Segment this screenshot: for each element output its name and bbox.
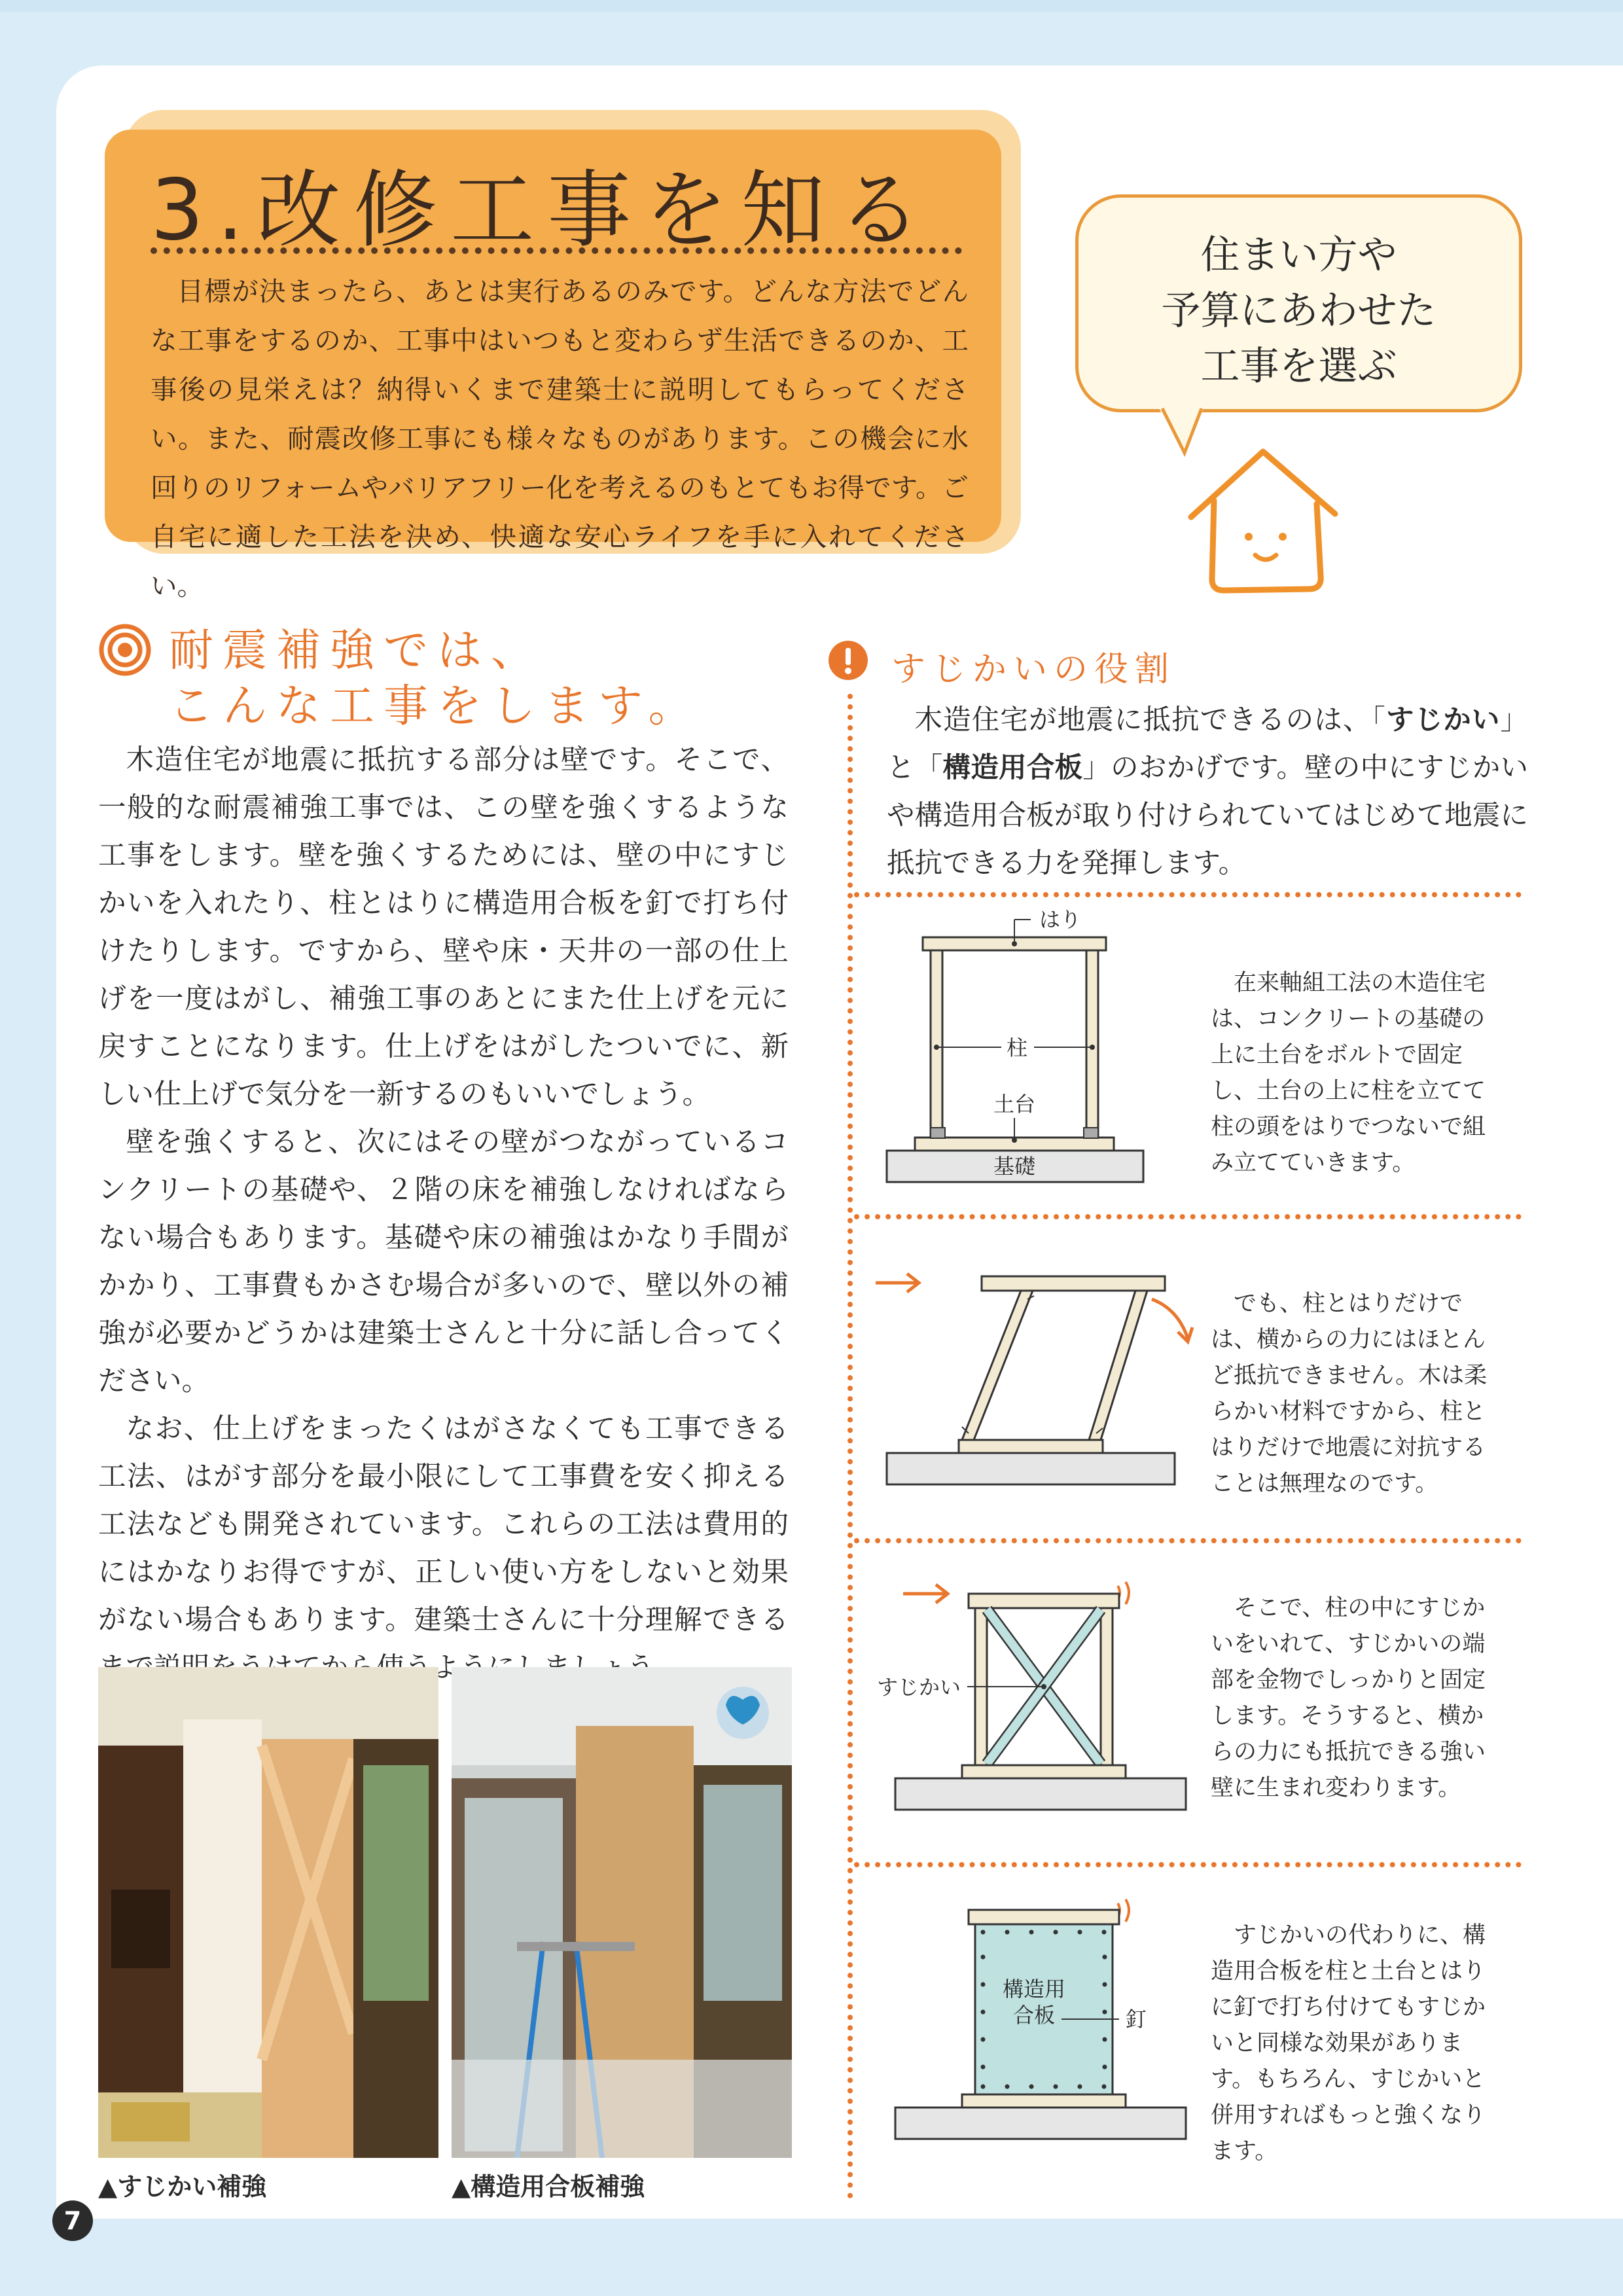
top-strip (0, 0, 1623, 12)
nail-dot (1103, 1955, 1107, 1960)
bubble-line-2: 予算にあわせた (1161, 288, 1436, 334)
diagram-plywood (870, 1885, 1198, 2160)
photo-caption-bracing: ▲すじかい補強 (98, 2172, 267, 2201)
nail-dot (1054, 2085, 1058, 2089)
nail-dot (981, 2065, 986, 2070)
nail-dot (981, 1955, 986, 1960)
nail-dot (1102, 1930, 1107, 1935)
header-intro: 目標が決まったら、あとは実行あるのみです。どんな方法でどんな工事をするのか、工事中はいつもと変わらず生活できるのか、工事後の見栄えは？納得いくまで建築士に説明してもらってください。また、耐震改修工事にも様々なものがあります。この機会に水回りのリフォームやバリアフリー化を考えるのもとてもお得です。ご自宅に適した工法を決め、快適な安心ライフを手に入れてください。 (151, 276, 969, 601)
speech-bubble (1075, 194, 1522, 412)
intro-text-a: 木造住宅が地震に抵抗できるのは、「 (914, 704, 1386, 736)
left-paragraph-3: なお、仕上げをまったくはがさなくても工事できる工法、はがす部分を最小限にして工事費を安く抑える工法なども開発されています。これらの工法は費用的にはかなりお得ですが、正しい使い方をしないと効果がない場合もあります。建築士さんに十分理解できる よ (98, 1413, 789, 1684)
nail-dot (981, 1982, 986, 1987)
left-paragraph-1: 木造住宅が地震に抵抗する部分は壁です。そこで、一般的な耐震補強工事では、この壁を強くするような工事をします。壁を強くするためには、壁の中にすじかいを入れたり、柱とはりに構造用合板を釘で打ち付けたりします。ですから、壁や床・天井の一部の仕上げを一度はがし、補強工事のあとにまた仕上げを元に戻すことになります。仕上げをはがしたついでに、新しい仕上げで気分を一新するのもいいでしょう。 (98, 744, 789, 1111)
nail-dot (981, 2085, 986, 2089)
diagram-frame (870, 903, 1171, 1191)
label-plywood-1: 構造用 (1002, 1977, 1066, 2001)
dotted-separator-4 (854, 1862, 1522, 1867)
nail-dot (1103, 1982, 1107, 1987)
diagram-deformed (870, 1244, 1198, 1518)
label-sujikai: すじかい (877, 1675, 961, 1700)
nail-dot (981, 2010, 986, 2015)
nail-dot (1054, 1930, 1058, 1935)
exclamation-icon (828, 640, 868, 681)
label-kiso: 基礎 (993, 1154, 1036, 1179)
bubble-line-1: 住まい方や (1200, 232, 1397, 278)
nail-dot (1078, 1930, 1082, 1935)
label-hari: はり (1039, 907, 1082, 932)
nail-dot (1005, 1930, 1010, 1935)
label-hashira: 柱 (1007, 1035, 1028, 1060)
house-mascot-icon (1178, 439, 1361, 602)
header-divider (151, 247, 962, 254)
page-title: 3.改修工事を知る (151, 162, 935, 259)
nail-dot (1029, 2085, 1034, 2089)
nail-dot (981, 1930, 986, 1935)
photo-bracing (98, 1667, 438, 2158)
page-number: 7 (52, 2200, 93, 2241)
dotted-separator-1 (854, 892, 1522, 897)
left-body (98, 736, 789, 1692)
diagram-deformed-text: でも、柱とはりだけでは、横からの力にはほとんど抵抗できません。木は柔らかい材料ですから、柱とはりだけで地震に対抗することは無理なのです。 (1211, 1291, 1488, 1497)
bubble-line-3: 工事を選ぶ (1200, 344, 1397, 389)
label-kugi: 釘 (1126, 2007, 1147, 2032)
nail-dot (1005, 2085, 1010, 2089)
dotted-separator-2 (854, 1214, 1522, 1219)
nail-dot (1103, 2010, 1107, 2015)
nail-dot (1029, 1930, 1034, 1935)
diagram-brace-text: そこで、柱の中にすじかいをいれて、すじかいの端部を金物でしっかりと固定します。そうすると、横からの力にも抵抗できる強い壁に生まれ変わります。 (1211, 1595, 1486, 1801)
nail-dot (1102, 2085, 1107, 2089)
intro-keyword-bracing: すじかい (1385, 704, 1501, 736)
intro-text-c: 」と「 (887, 704, 1528, 784)
section-title-line-2: こんな工事をします。 (169, 681, 702, 732)
nail-dot (1103, 2065, 1107, 2070)
left-paragraph-2: 壁を強くすると、次にはその壁がつながっているコンクリートの基礎や、２階の床を補強しなければならない場合もあります。基礎や床の補強はかなり手間がかかり、工事費もかさむ場合が多いので、壁以外の補強が必要かどうかは建築士さんと十分に話し合ってください。 (98, 1126, 789, 1397)
intro-keyword-plywood: 構造用合板 (942, 752, 1083, 784)
diagram-brace (870, 1561, 1198, 1836)
target-icon (98, 623, 152, 677)
photo-caption-plywood: ▲構造用合板補強 (452, 2172, 645, 2201)
diagram-frame-text: 在来軸組工法の木造住宅は、コンクリートの基礎の上に土台をボルトで固定し、土台の上に柱を立てて柱の頭をはりでつないで組み立てていきます。 (1211, 970, 1486, 1176)
bracing-role-title: すじかいの役割 (891, 650, 1176, 689)
label-plywood-2: 合板 (1012, 2003, 1056, 2028)
photo-plywood (452, 1667, 792, 2158)
header-box (105, 130, 1001, 601)
label-dodai: 土台 (993, 1092, 1036, 1117)
nail-dot (1103, 2037, 1107, 2042)
intro-text-e: 」のおかげです。壁の中にすじかいや構造用合板が取り付けられていてはじめて地震に抵抗できる力を発揮します。 (887, 752, 1528, 880)
section-title-line-1: 耐震補強では、 (169, 625, 545, 677)
nail-dot (981, 2037, 986, 2042)
bracing-role-intro (887, 696, 1528, 888)
nail-dot (1078, 2085, 1082, 2089)
dotted-separator-3 (854, 1538, 1522, 1543)
diagram-plywood-text: すじかいの代わりに、構造用合板を柱と土台とはりに釘で打ち付けてもすじかいと同様な効果があります。もちろん、すじかいと併用すればもっと強くなります。 (1211, 1922, 1486, 2164)
column-divider (847, 694, 853, 2199)
